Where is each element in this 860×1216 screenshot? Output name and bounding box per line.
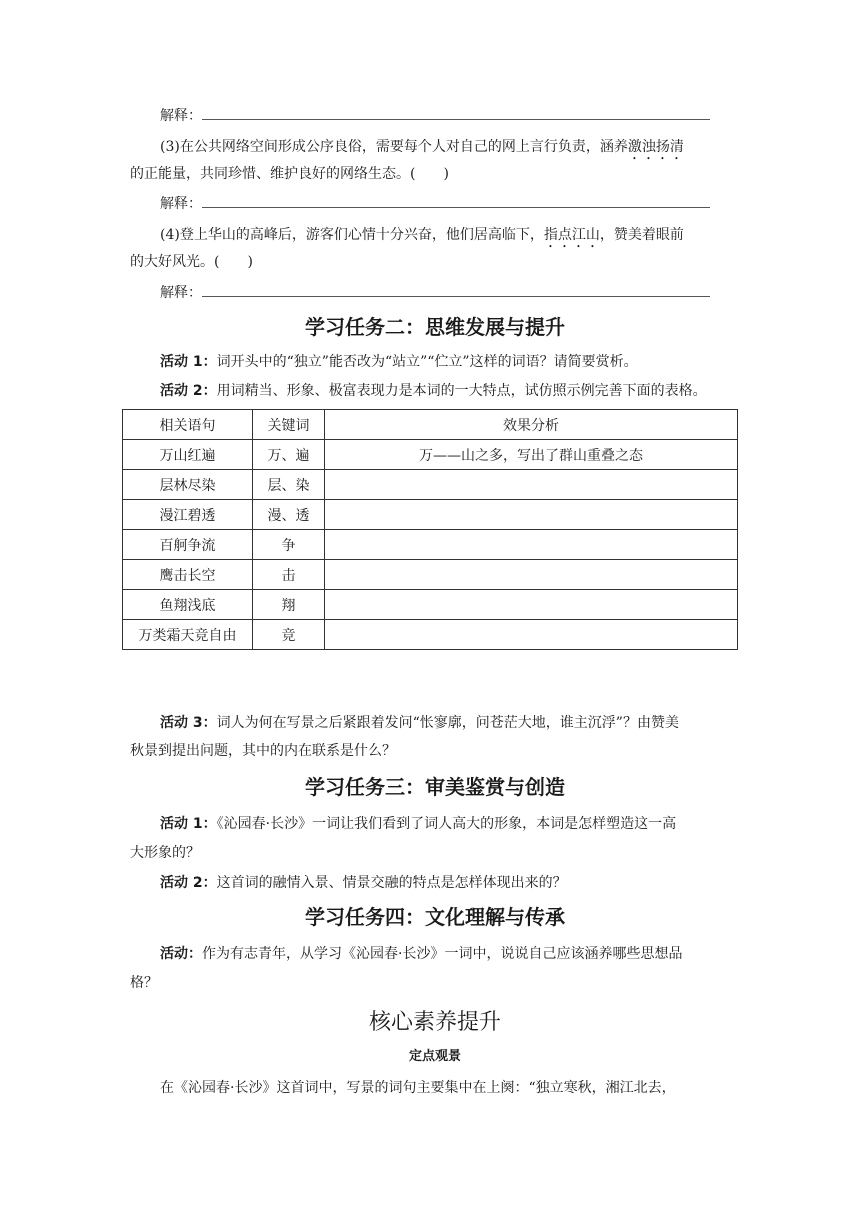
table-answer-cell[interactable] <box>325 560 738 590</box>
task4-title: 学习任务四：文化理解与传承 <box>305 905 565 929</box>
analysis-table <box>122 409 738 650</box>
table-cell: 竞 <box>253 620 325 650</box>
table-answer-cell[interactable] <box>325 620 738 650</box>
explain-label: 解释： <box>160 108 202 124</box>
task3-title: 学习任务三：审美鉴赏与创造 <box>305 775 565 799</box>
table-cell: 鹰击长空 <box>123 560 253 590</box>
task2-activity2 <box>160 381 740 401</box>
explain-line-1 <box>160 106 740 126</box>
table-cell: 万类霜天竞自由 <box>123 620 253 650</box>
table-row <box>123 620 738 650</box>
activity-text: 词人为何在写景之后紧跟着发问“怅寥廓，问苍茫大地，谁主沉浮”？由赞美 <box>216 715 679 731</box>
table-cell: 翔 <box>253 590 325 620</box>
table-cell: 百舸争流 <box>123 530 253 560</box>
activity-label: 活动： <box>160 946 202 962</box>
activity-text: 词开头中的“独立”能否改为“站立”“伫立”这样的词语？请简要赏析。 <box>216 354 638 370</box>
item4-line2: 的大好风光。( ) <box>130 254 253 270</box>
table-cell: 漫江碧透 <box>123 500 253 530</box>
item3-emphasis: 激浊扬清 <box>627 139 684 155</box>
core-subtitle: 定点观景 <box>408 1049 461 1064</box>
table-row <box>123 560 738 590</box>
core-paragraph: 在《沁园春·长沙》这首词中，写景的词句主要集中在上阕：“独立寒秋，湘江北去， <box>160 1080 676 1096</box>
activity-label: 活动 2： <box>160 383 217 399</box>
item3-line1 <box>160 137 740 163</box>
task3-activity2 <box>160 873 740 893</box>
explain-label: 解释： <box>160 285 202 301</box>
item4-line1 <box>160 225 740 251</box>
table-answer-cell[interactable] <box>325 530 738 560</box>
table-answer-cell[interactable] <box>325 500 738 530</box>
task2-title: 学习任务二：思维发展与提升 <box>305 315 565 339</box>
table-cell: 鱼翔浅底 <box>123 590 253 620</box>
item3-line2: 的正能量，共同珍惜、维护良好的网络生态。( ) <box>130 166 449 182</box>
table-header: 相关语句 <box>123 410 253 440</box>
explain-line-2 <box>160 194 740 214</box>
table-cell: 层林尽染 <box>123 470 253 500</box>
table-cell: 层、染 <box>253 470 325 500</box>
table-header: 关键词 <box>253 410 325 440</box>
item4-text-c: ，赞美着眼前 <box>599 227 684 243</box>
task3-activity1-line2: 大形象的？ <box>130 845 200 861</box>
table-row <box>123 530 738 560</box>
core-title: 核心素养提升 <box>368 1010 501 1035</box>
table-header: 效果分析 <box>325 410 738 440</box>
explain-line-3 <box>160 283 740 303</box>
table-row <box>123 440 738 470</box>
item4-emphasis: 指点江山 <box>543 227 600 243</box>
answer-blank[interactable] <box>202 284 710 297</box>
task2-activity3-line1 <box>160 713 740 733</box>
task4-activity-line2: 格？ <box>130 975 158 991</box>
activity-text: 作为有志青年，从学习《沁园春·长沙》一词中，说说自己应该涵养哪些思想品 <box>202 946 683 962</box>
activity-label: 活动 1： <box>160 354 217 370</box>
table-cell: 万、遍 <box>253 440 325 470</box>
table-answer-cell[interactable] <box>325 590 738 620</box>
table-row <box>123 470 738 500</box>
item4-text-a: (4)登上华山的高峰后，游客们心情十分兴奋，他们居高临下， <box>160 227 544 243</box>
table-row <box>123 590 738 620</box>
task2-activity3-line2: 秋景到提出问题，其中的内在联系是什么？ <box>130 743 396 759</box>
task2-activity1 <box>160 352 740 372</box>
answer-blank[interactable] <box>202 195 710 208</box>
table-cell: 争 <box>253 530 325 560</box>
activity-label: 活动 1： <box>160 816 217 832</box>
activity-label: 活动 3： <box>160 715 217 731</box>
answer-blank[interactable] <box>202 107 710 120</box>
table-row <box>123 500 738 530</box>
table-header-row <box>123 410 738 440</box>
table-cell: 万——山之多，写出了群山重叠之态 <box>325 440 738 470</box>
explain-label: 解释： <box>160 196 202 212</box>
table-cell: 漫、透 <box>253 500 325 530</box>
table-cell: 万山红遍 <box>123 440 253 470</box>
activity-label: 活动 2： <box>160 875 217 891</box>
task4-activity-line1 <box>160 944 740 964</box>
item3-text-a: (3)在公共网络空间形成公序良俗，需要每个人对自己的网上言行负责，涵养 <box>160 139 628 155</box>
task3-activity1-line1 <box>160 814 740 834</box>
activity-text: 《沁园春·长沙》一词让我们看到了词人高大的形象，本词是怎样塑造这一高 <box>216 816 677 832</box>
table-cell: 击 <box>253 560 325 590</box>
activity-text: 这首词的融情入景、情景交融的特点是怎样体现出来的？ <box>216 875 567 891</box>
table-answer-cell[interactable] <box>325 470 738 500</box>
activity-text: 用词精当、形象、极富表现力是本词的一大特点，试仿照示例完善下面的表格。 <box>216 383 707 399</box>
